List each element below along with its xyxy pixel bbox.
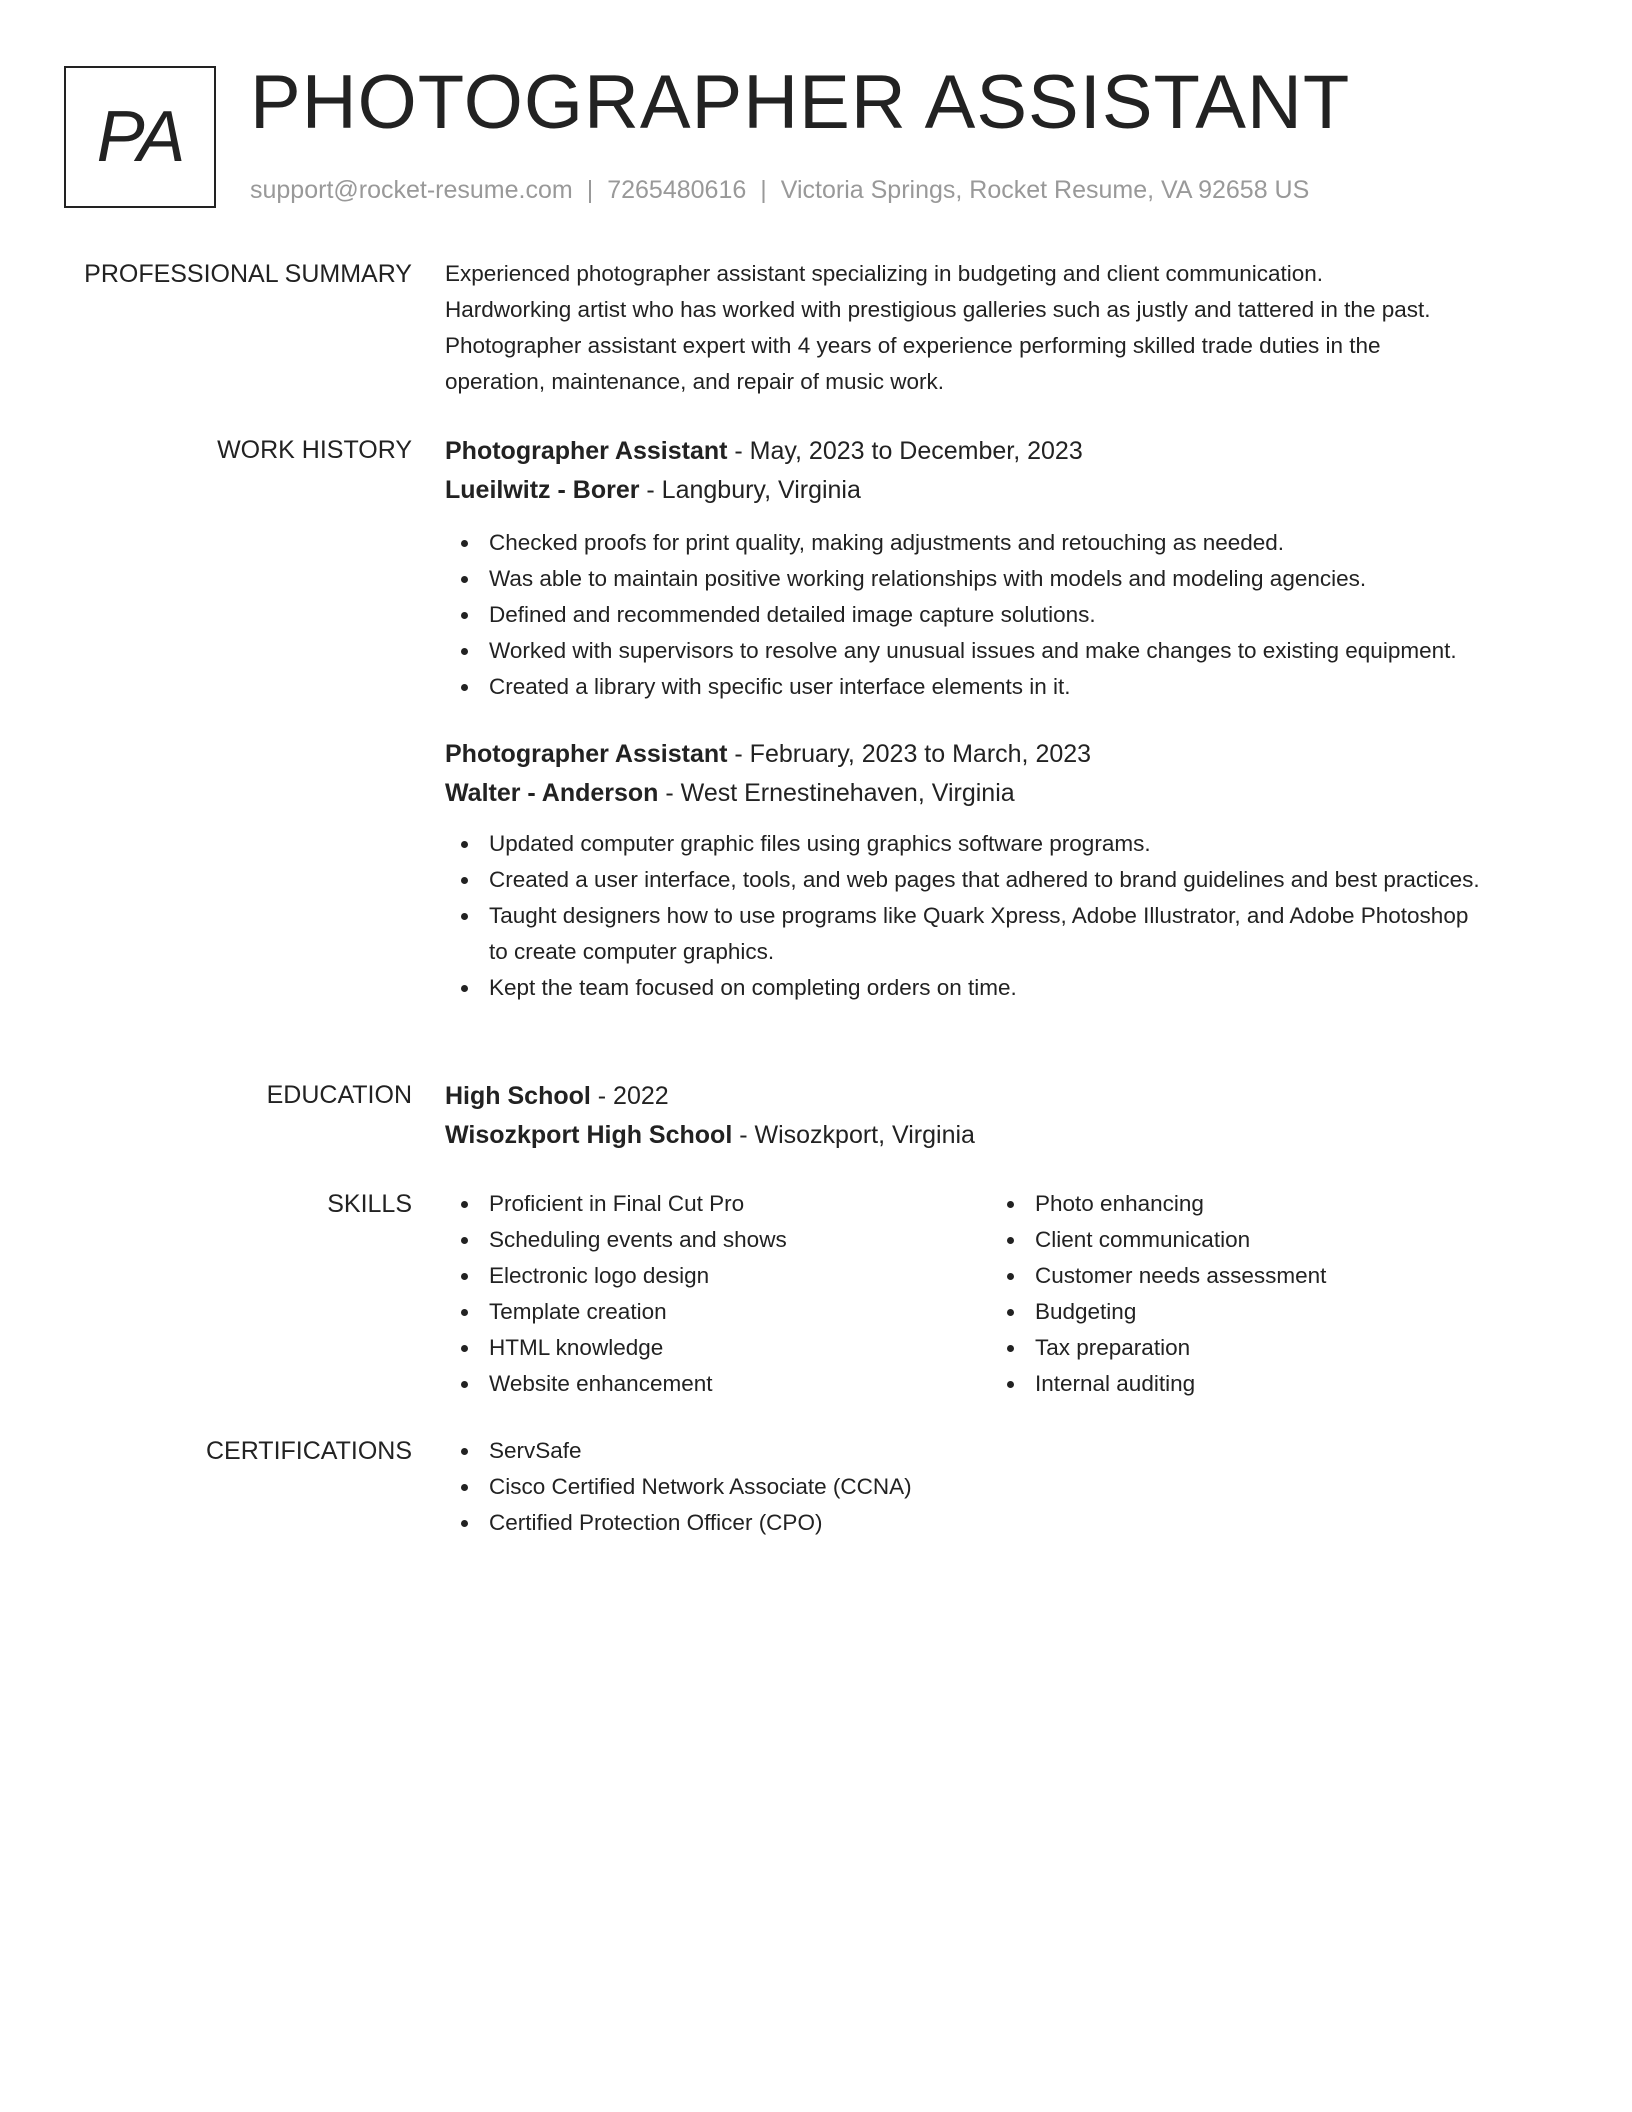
job-entry (445, 735, 1560, 1006)
section-label: SKILLS (327, 1190, 412, 1218)
email[interactable]: support@rocket-resume.com (250, 176, 573, 204)
list-item: Customer needs assessment (991, 1258, 1531, 1294)
separator: | (586, 176, 594, 204)
list-item: Certified Protection Officer (CPO) (445, 1505, 1560, 1541)
school-name: Wisozkport High School (445, 1121, 733, 1149)
list-item: Scheduling events and shows (445, 1222, 985, 1258)
graduation-year: - 2022 (590, 1082, 669, 1110)
list-item: Worked with supervisors to resolve any unusual issues and make changes to existing equipment. (445, 633, 1560, 669)
separator: | (760, 176, 767, 204)
job-location: - West Ernestinehaven, Virginia (658, 779, 1015, 807)
summary-body (445, 256, 1560, 400)
education-body (445, 1077, 1560, 1155)
list-item: Created a library with specific user interface elements in it. (445, 669, 1560, 705)
monogram-logo: PA (64, 66, 216, 208)
list-item: Was able to maintain positive working relationships with models and modeling agencies. (445, 561, 1560, 597)
list-item: Checked proofs for print quality, making adjustments and retouching as needed. (445, 525, 1560, 561)
job-dates: - February, 2023 to March, 2023 (727, 740, 1092, 768)
job-title: Photographer Assistant (445, 437, 728, 465)
school-location: - Wisozkport, Virginia (732, 1121, 975, 1149)
degree: High School (445, 1082, 591, 1110)
skills-list-left (445, 1186, 985, 1402)
list-item: Taught designers how to use programs like Quark Xpress, Adobe Illustrator, and Adobe Photoshop to create computer graphics. (445, 898, 1489, 970)
list-item: Photo enhancing (991, 1186, 1531, 1222)
section-label: CERTIFICATIONS (205, 1437, 412, 1465)
job-location: - Langbury, Virginia (639, 476, 861, 504)
list-item: Proficient in Final Cut Pro (445, 1186, 985, 1222)
company-name: Lueilwitz - Borer (445, 476, 640, 504)
list-item: Kept the team focused on completing orders on time. (445, 970, 1560, 1006)
job-title: Photographer Assistant (445, 740, 728, 768)
list-item: Created a user interface, tools, and web pages that adhered to brand guidelines and best practices. (445, 862, 1489, 898)
list-item: Updated computer graphic files using graphics software programs. (445, 826, 1560, 862)
summary-line: operation, maintenance, and repair of music work. (445, 369, 945, 394)
list-item: Budgeting (991, 1294, 1531, 1330)
summary-text (445, 256, 1560, 400)
list-item: Internal auditing (991, 1366, 1531, 1402)
candidate-name: PHOTOGRAPHER ASSISTANT (250, 60, 1351, 145)
section-label: PROFESSIONAL SUMMARY (84, 260, 412, 288)
list-item: Tax preparation (991, 1330, 1531, 1366)
job-company-line (445, 774, 1560, 813)
job-bullets (445, 525, 1560, 705)
certifications-list (445, 1433, 1560, 1541)
work-history-body (445, 432, 1560, 1006)
job-company-line (445, 471, 1560, 510)
contact-line (250, 172, 1309, 208)
list-item: Website enhancement (445, 1366, 985, 1402)
list-item: Electronic logo design (445, 1258, 985, 1294)
list-item: Defined and recommended detailed image capture solutions. (445, 597, 1560, 633)
job-dates: - May, 2023 to December, 2023 (727, 437, 1083, 465)
summary-line: Photographer assistant expert with 4 years of experience performing skilled trade duties in the (445, 333, 1381, 358)
job-title-line (445, 432, 1560, 471)
skills-list-right (991, 1186, 1531, 1402)
school-line (445, 1116, 1560, 1155)
list-item: ServSafe (445, 1433, 1560, 1469)
job-entry (445, 432, 1560, 705)
address: Victoria Springs, Rocket Resume, VA 92658 US (780, 176, 1310, 204)
phone[interactable]: 7265480616 (607, 176, 747, 204)
job-bullets (445, 826, 1560, 1006)
list-item: HTML knowledge (445, 1330, 985, 1366)
degree-line (445, 1077, 1560, 1116)
section-label: EDUCATION (266, 1081, 412, 1109)
company-name: Walter - Anderson (445, 779, 659, 807)
list-item: Template creation (445, 1294, 985, 1330)
summary-line: Hardworking artist who has worked with prestigious galleries such as justly and tattered in the past. (445, 297, 1431, 322)
job-title-line (445, 735, 1560, 774)
list-item: Cisco Certified Network Associate (CCNA) (445, 1469, 1560, 1505)
certifications-body (445, 1433, 1560, 1541)
section-label: WORK HISTORY (217, 436, 412, 464)
summary-line: Experienced photographer assistant specializing in budgeting and client communication. (445, 261, 1324, 286)
list-item: Client communication (991, 1222, 1531, 1258)
